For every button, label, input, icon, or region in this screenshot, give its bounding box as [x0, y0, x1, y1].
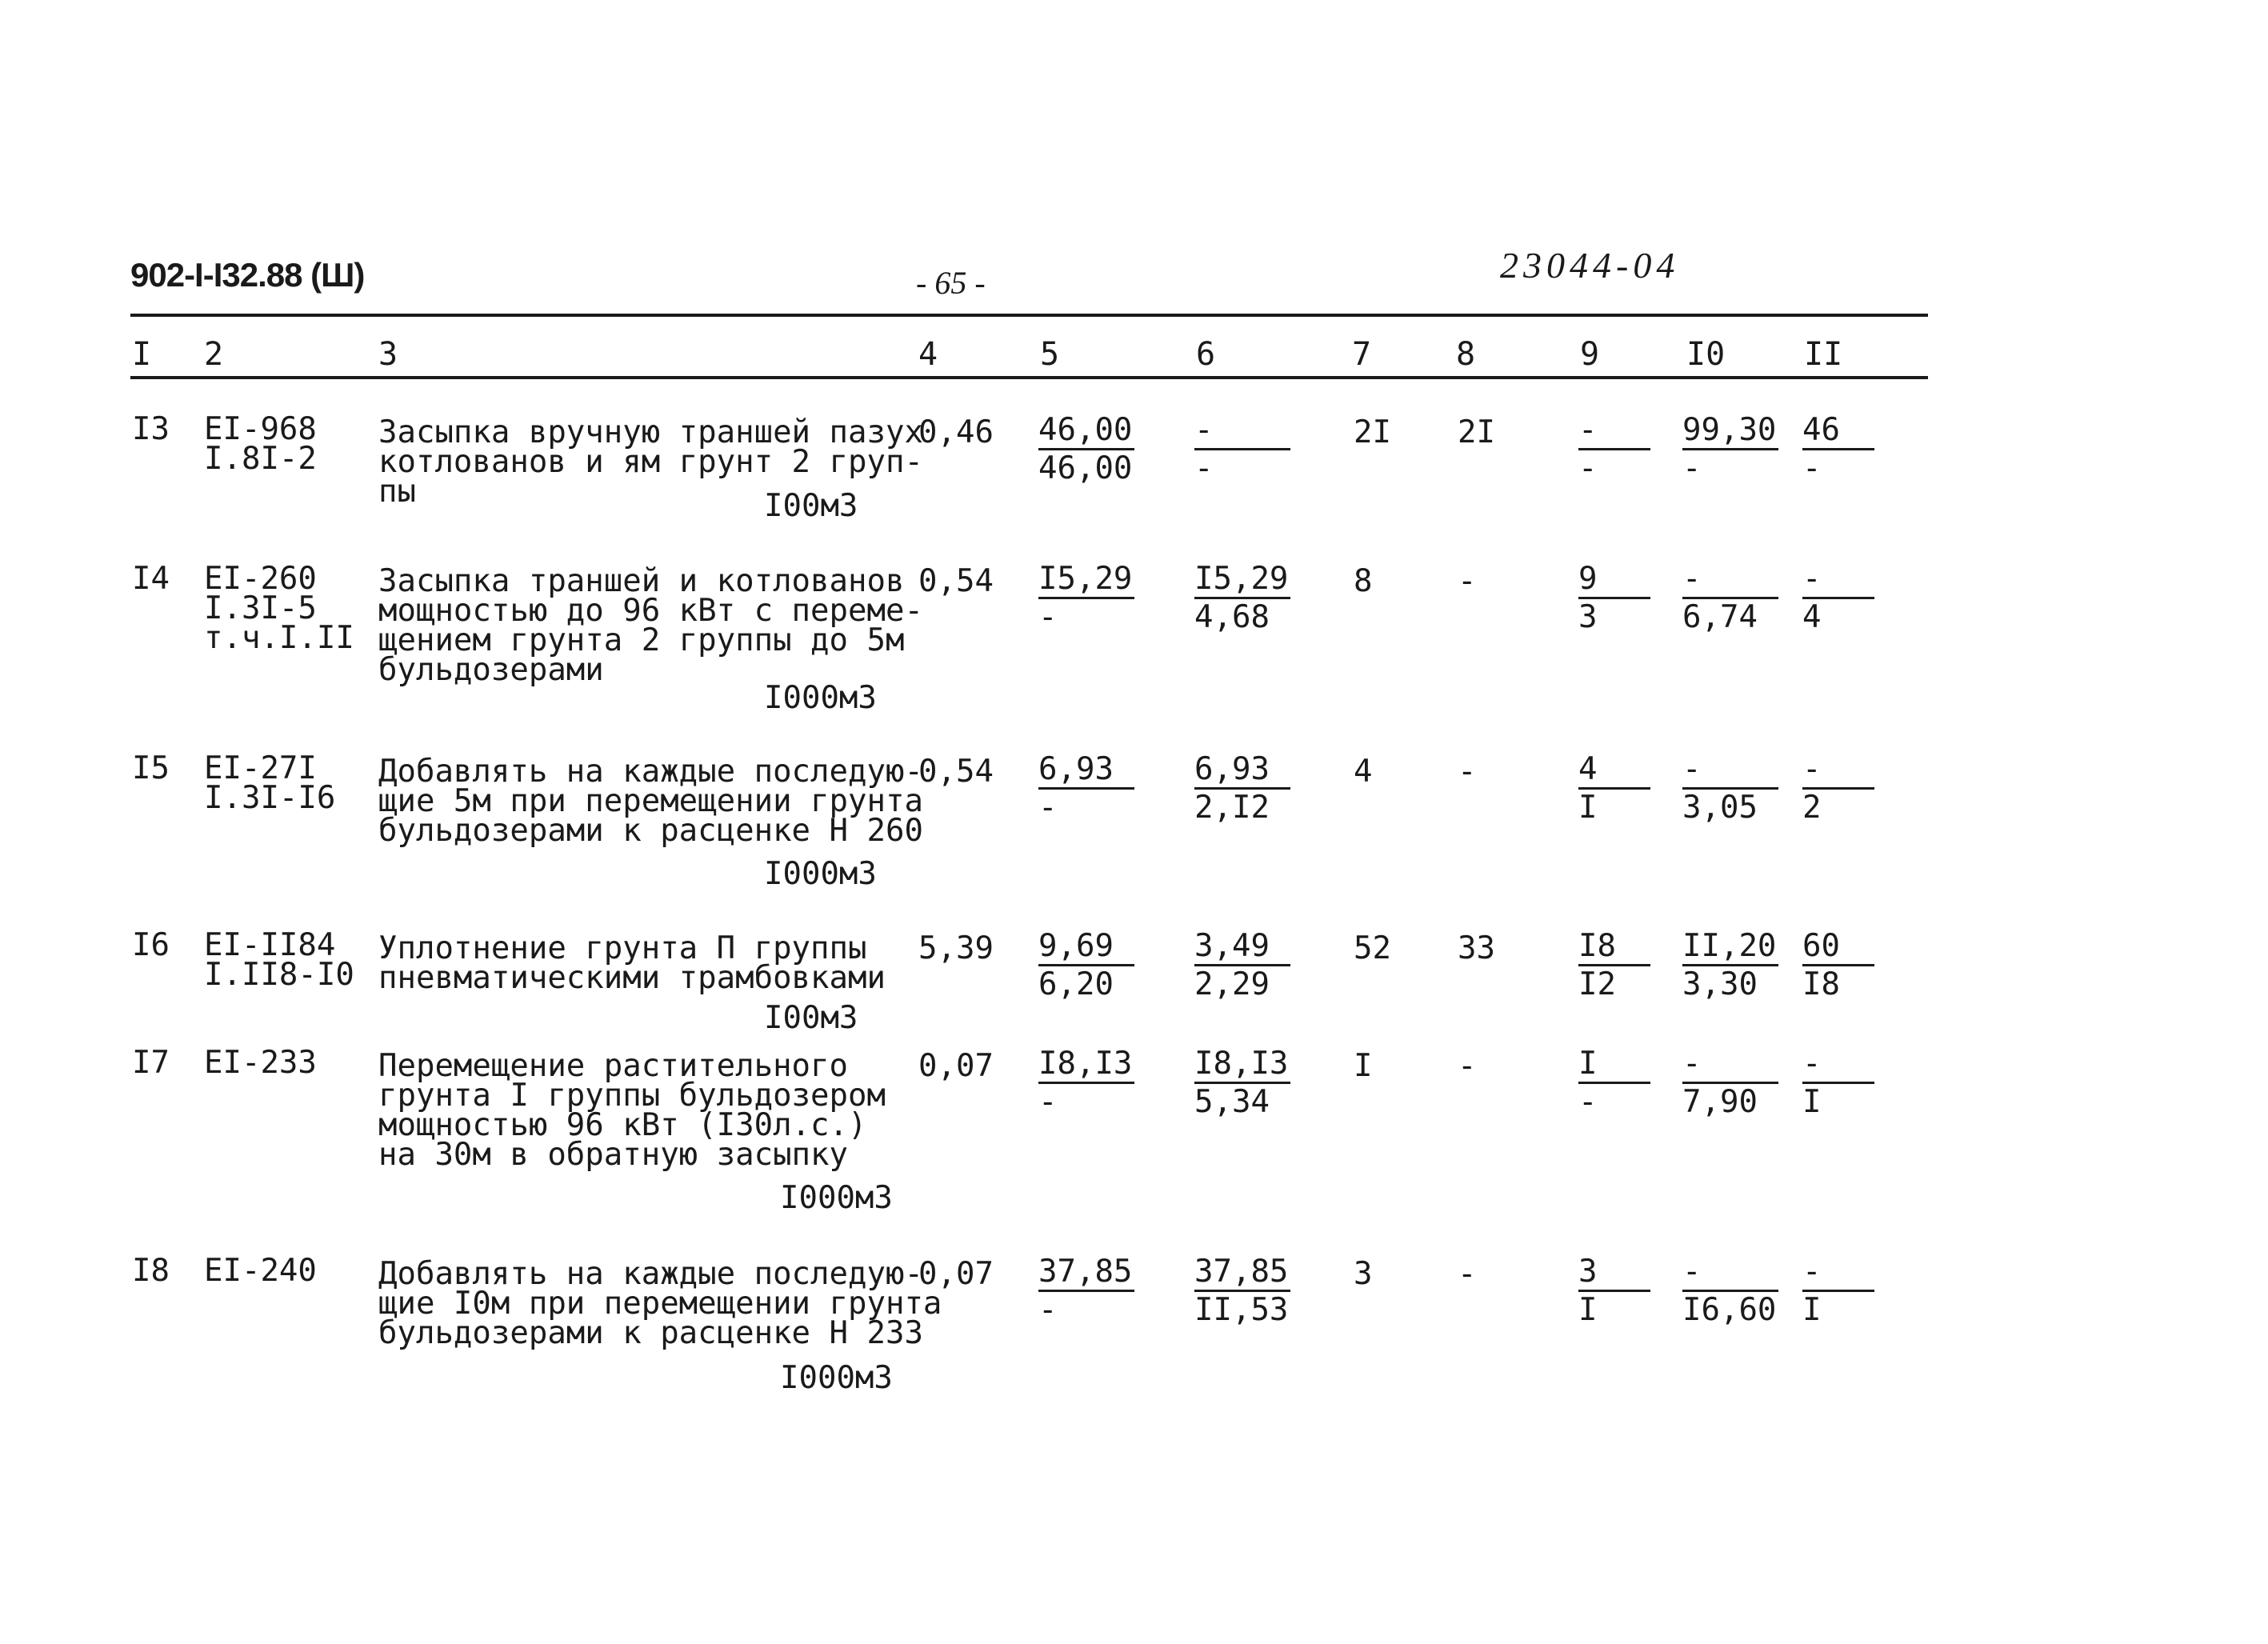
rate-code-line: EI-968 — [204, 411, 317, 447]
description-line: Засыпка вручную траншей пазух — [378, 414, 923, 450]
rate-code — [204, 750, 336, 816]
description-line: мощностью 96 кВт (I30л.с.) — [378, 1107, 867, 1143]
fraction-col6 — [1194, 1046, 1290, 1121]
col7-value: I — [1354, 1048, 1373, 1084]
fraction-bottom: 2,29 — [1194, 966, 1270, 1002]
fraction-bottom: 4 — [1802, 599, 1822, 635]
description-line: бульдозерами — [378, 652, 604, 688]
fraction-col11 — [1802, 562, 1874, 636]
fraction-bottom: 5,34 — [1194, 1084, 1270, 1120]
description-line: пневматическими трамбовками — [378, 960, 886, 996]
fraction-bottom: I2 — [1578, 966, 1616, 1002]
fraction-col11 — [1802, 1254, 1874, 1329]
description-line: Засыпка траншей и котлованов — [378, 563, 905, 599]
fraction-bottom: - — [1038, 790, 1058, 826]
rate-code — [204, 411, 317, 477]
unit-of-measure: I000м3 — [764, 856, 877, 892]
column-header-10: I0 — [1686, 336, 1726, 373]
header-rule — [130, 376, 1928, 379]
fraction-top: I8,I3 — [1194, 1046, 1290, 1084]
description-line: Уплотнение грунта П группы — [378, 930, 867, 966]
column-header-3: 3 — [378, 336, 398, 373]
top-rule — [130, 314, 1928, 317]
fraction-bottom: - — [1038, 1084, 1058, 1120]
quantity: 0,46 — [918, 414, 994, 450]
work-description — [378, 930, 886, 996]
page-number: - 65 - — [916, 265, 986, 301]
description-line: Добавлять на каждые последую- — [378, 1256, 923, 1292]
fraction-top: 46,00 — [1038, 413, 1134, 450]
fraction-col6 — [1194, 929, 1290, 1003]
fraction-col10 — [1682, 752, 1778, 826]
work-description — [378, 1256, 942, 1351]
col7-value: 4 — [1354, 754, 1373, 790]
fraction-top: I8 — [1578, 929, 1650, 966]
description-line: на 30м в обратную засыпку — [378, 1137, 848, 1173]
fraction-col10 — [1682, 929, 1778, 1003]
unit-of-measure: I000м3 — [764, 680, 877, 716]
quantity: 0,07 — [918, 1256, 994, 1292]
fraction-col9 — [1578, 752, 1650, 826]
description-line: котлованов и ям грунт 2 груп- — [378, 444, 923, 480]
fraction-bottom: - — [1578, 450, 1598, 486]
row-number: I5 — [132, 750, 170, 786]
fraction-col9 — [1578, 562, 1650, 636]
unit-of-measure: I00м3 — [764, 1000, 858, 1036]
fraction-col9 — [1578, 929, 1650, 1003]
fraction-col6 — [1194, 752, 1290, 826]
unit-of-measure: I000м3 — [780, 1360, 893, 1396]
fraction-top: I — [1578, 1046, 1650, 1084]
fraction-bottom: I — [1802, 1292, 1822, 1328]
column-header-2: 2 — [204, 336, 224, 373]
fraction-top: 3 — [1578, 1254, 1650, 1292]
fraction-col10 — [1682, 562, 1778, 636]
fraction-bottom: - — [1038, 599, 1058, 635]
description-line: Добавлять на каждые последую- — [378, 754, 923, 790]
fraction-top: - — [1802, 1254, 1874, 1292]
fraction-col10 — [1682, 413, 1778, 487]
description-line: мощностью до 96 кВт с переме- — [378, 593, 923, 629]
fraction-bottom: - — [1038, 1292, 1058, 1328]
fraction-col5 — [1038, 1046, 1134, 1121]
col7-value: 8 — [1354, 563, 1373, 599]
fraction-col5 — [1038, 562, 1134, 636]
rate-code-line: I.8I-2 — [204, 441, 317, 477]
fraction-top: 46 — [1802, 413, 1874, 450]
fraction-col11 — [1802, 413, 1874, 487]
fraction-top: I5,29 — [1194, 562, 1290, 599]
fraction-col6 — [1194, 1254, 1290, 1329]
row-number: I6 — [132, 927, 170, 963]
fraction-bottom: I6,60 — [1682, 1292, 1777, 1328]
fraction-top: 9 — [1578, 562, 1650, 599]
rate-code — [204, 561, 354, 656]
fraction-bottom: - — [1578, 1084, 1598, 1120]
fraction-top: - — [1802, 562, 1874, 599]
fraction-bottom: - — [1682, 450, 1702, 486]
row-number: I3 — [132, 411, 170, 447]
unit-of-measure: I00м3 — [764, 488, 858, 524]
fraction-bottom: 6,20 — [1038, 966, 1114, 1002]
col8-value: - — [1458, 1256, 1477, 1292]
description-line: грунта I группы бульдозером — [378, 1078, 886, 1114]
row-number: I4 — [132, 561, 170, 597]
column-header-1: I — [132, 336, 152, 373]
rate-code — [204, 1253, 317, 1289]
fraction-top: 37,85 — [1194, 1254, 1290, 1292]
fraction-bottom: 7,90 — [1682, 1084, 1758, 1120]
rate-code-line: т.ч.I.II — [204, 620, 354, 656]
fraction-top: 3,49 — [1194, 929, 1290, 966]
rate-code-line: I.3I-5 — [204, 590, 317, 626]
column-header-7: 7 — [1352, 336, 1372, 373]
fraction-col9 — [1578, 413, 1650, 487]
fraction-col6 — [1194, 562, 1290, 636]
fraction-top: 9,69 — [1038, 929, 1134, 966]
fraction-bottom: I8 — [1802, 966, 1840, 1002]
rate-code-line: EI-II84 — [204, 927, 336, 963]
document-code: 902-I-I32.88 (Ш) — [130, 256, 365, 294]
fraction-top: 37,85 — [1038, 1254, 1134, 1292]
fraction-bottom: - — [1194, 450, 1214, 486]
fraction-top: 60 — [1802, 929, 1874, 966]
work-description — [378, 563, 923, 688]
work-description — [378, 754, 923, 849]
fraction-top: 6,93 — [1194, 752, 1290, 790]
quantity: 0,54 — [918, 563, 994, 599]
fraction-bottom: 3,05 — [1682, 790, 1758, 826]
rate-code-line: EI-260 — [204, 561, 317, 597]
fraction-col5 — [1038, 929, 1134, 1003]
fraction-top: 6,93 — [1038, 752, 1134, 790]
col8-value: - — [1458, 754, 1477, 790]
rate-code-line: I.II8-I0 — [204, 957, 354, 993]
description-line: бульдозерами к расценке Н 233 — [378, 1315, 923, 1351]
fraction-col5 — [1038, 1254, 1134, 1329]
fraction-bottom: 46,00 — [1038, 450, 1133, 486]
fraction-top: II,20 — [1682, 929, 1778, 966]
fraction-bottom: 4,68 — [1194, 599, 1270, 635]
description-line: бульдозерами к расценке Н 260 — [378, 813, 923, 849]
fraction-bottom: 3,30 — [1682, 966, 1758, 1002]
rate-code-line: EI-233 — [204, 1045, 317, 1081]
col8-value: 33 — [1458, 930, 1495, 966]
row-number: I8 — [132, 1253, 170, 1289]
rate-code — [204, 927, 354, 993]
col7-value: 3 — [1354, 1256, 1373, 1292]
fraction-col11 — [1802, 1046, 1874, 1121]
unit-of-measure: I000м3 — [780, 1180, 893, 1216]
column-header-5: 5 — [1040, 336, 1060, 373]
fraction-bottom: 2 — [1802, 790, 1822, 826]
fraction-col9 — [1578, 1046, 1650, 1121]
fraction-col10 — [1682, 1254, 1778, 1329]
fraction-top: - — [1682, 1046, 1778, 1084]
description-line: щением грунта 2 группы до 5м — [378, 622, 905, 658]
fraction-top: 99,30 — [1682, 413, 1778, 450]
fraction-top: I8,I3 — [1038, 1046, 1134, 1084]
fraction-top: - — [1682, 1254, 1778, 1292]
fraction-col11 — [1802, 929, 1874, 1003]
fraction-top: - — [1682, 752, 1778, 790]
handwritten-number: 23044-04 — [1500, 245, 1680, 286]
fraction-top: - — [1578, 413, 1650, 450]
column-header-11: II — [1804, 336, 1843, 373]
rate-code-line: I.3I-I6 — [204, 780, 336, 816]
fraction-col9 — [1578, 1254, 1650, 1329]
fraction-bottom: I — [1578, 790, 1598, 826]
column-header-9: 9 — [1580, 336, 1600, 373]
description-line: щие I0м при перемещении грунта — [378, 1286, 942, 1322]
column-header-8: 8 — [1456, 336, 1476, 373]
col8-value: - — [1458, 1048, 1477, 1084]
quantity: 5,39 — [918, 930, 994, 966]
row-number: I7 — [132, 1045, 170, 1081]
fraction-bottom: 6,74 — [1682, 599, 1758, 635]
column-header-6: 6 — [1196, 336, 1216, 373]
fraction-col5 — [1038, 413, 1134, 487]
fraction-bottom: 2,I2 — [1194, 790, 1270, 826]
col8-value: 2I — [1458, 414, 1495, 450]
fraction-col6 — [1194, 413, 1290, 487]
fraction-top: I5,29 — [1038, 562, 1134, 599]
fraction-top: - — [1194, 413, 1290, 450]
fraction-bottom: I — [1802, 1084, 1822, 1120]
fraction-top: - — [1682, 562, 1778, 599]
work-description — [378, 1048, 886, 1173]
description-line: пы — [378, 474, 416, 510]
quantity: 0,54 — [918, 754, 994, 790]
fraction-bottom: - — [1802, 450, 1822, 486]
column-header-4: 4 — [918, 336, 938, 373]
fraction-col11 — [1802, 752, 1874, 826]
rate-code-line: EI-240 — [204, 1253, 317, 1289]
quantity: 0,07 — [918, 1048, 994, 1084]
col7-value: 2I — [1354, 414, 1391, 450]
fraction-top: - — [1802, 1046, 1874, 1084]
rate-code-line: EI-27I — [204, 750, 317, 786]
description-line: Перемещение растительного — [378, 1048, 848, 1084]
fraction-bottom: II,53 — [1194, 1292, 1289, 1328]
description-line: щие 5м при перемещении грунта — [378, 783, 923, 819]
fraction-col5 — [1038, 752, 1134, 826]
col7-value: 52 — [1354, 930, 1391, 966]
fraction-top: - — [1802, 752, 1874, 790]
fraction-bottom: I — [1578, 1292, 1598, 1328]
fraction-top: 4 — [1578, 752, 1650, 790]
col8-value: - — [1458, 563, 1477, 599]
rate-code — [204, 1045, 317, 1081]
fraction-bottom: 3 — [1578, 599, 1598, 635]
fraction-col10 — [1682, 1046, 1778, 1121]
